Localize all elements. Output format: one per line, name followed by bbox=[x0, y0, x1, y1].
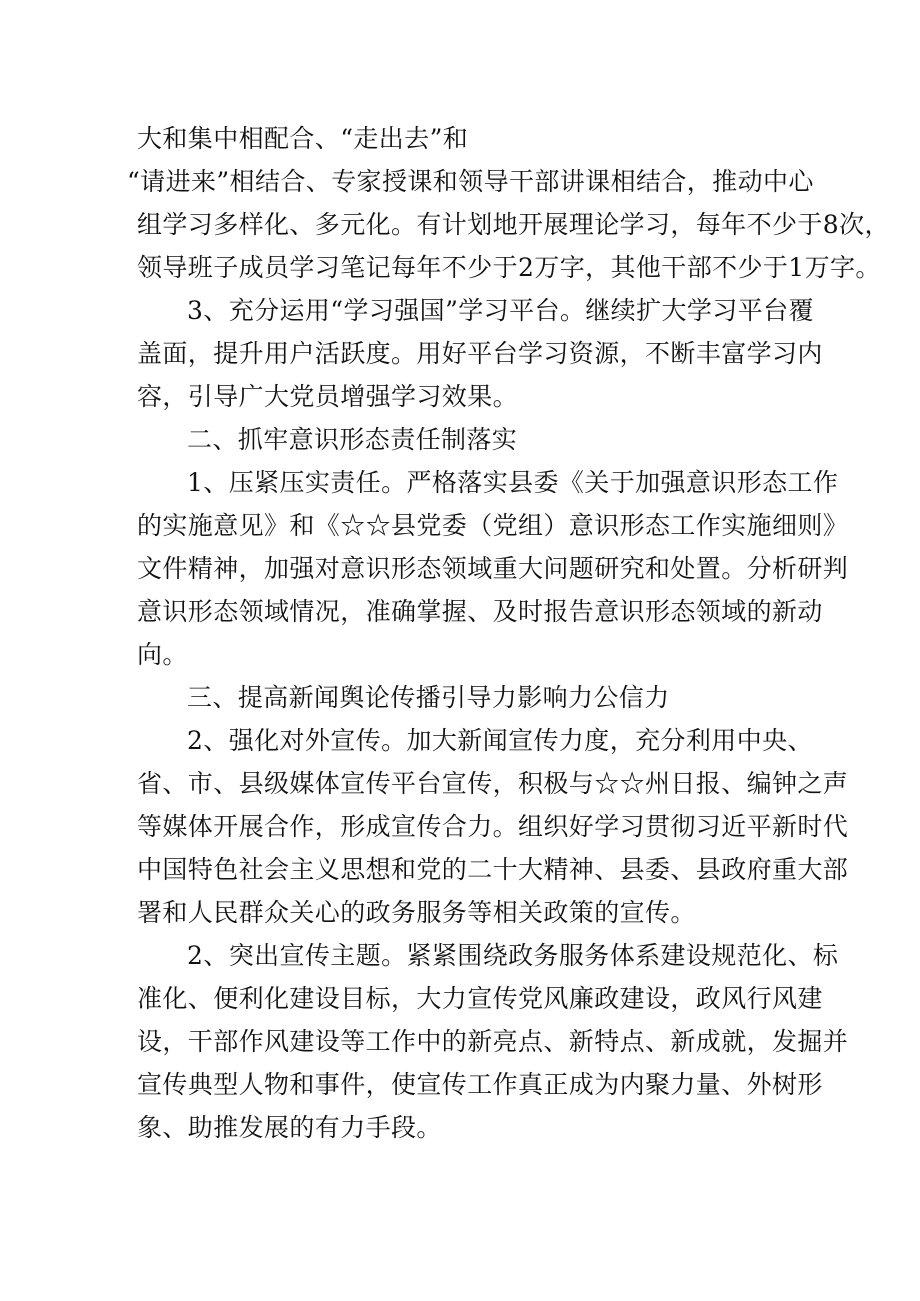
text-line-2: “请进来”相结合、专家授课和领导干部讲课相结合，推动中心 bbox=[127, 167, 814, 196]
text-line-22: 设，干部作风建设等工作中的新亮点、新特点、新成就，发掘并 bbox=[137, 1027, 849, 1056]
text-line-4: 领导班子成员学习笔记每年不少于2万字，其他干部不少于1万字。 bbox=[137, 253, 881, 282]
text-line-20: 2、突出宣传主题。紧紧围绕政务服务体系建设规范化、标 bbox=[187, 941, 839, 970]
text-line-16: 省、市、县级媒体宣传平台宣传，积极与☆☆州日报、编钟之声 bbox=[137, 769, 849, 798]
text-line-15: 2、强化对外宣传。加大新闻宣传力度，充分利用中央、 bbox=[187, 726, 813, 755]
text-line-18: 中国特色社会主义思想和党的二十大精神、县委、县政府重大部 bbox=[137, 855, 849, 884]
text-line-3: 组学习多样化、多元化。有计划地开展理论学习，每年不少于8次， bbox=[137, 210, 890, 239]
text-line-5: 3、充分运用“学习强国”学习平台。继续扩大学习平台覆 bbox=[187, 296, 814, 325]
text-line-12: 意识形态领域情况，准确掌握、及时报告意识形态领域的新动 bbox=[137, 597, 823, 626]
text-line-10: 的实施意见》和《☆☆县党委（党组）意识形态工作实施细则》 bbox=[137, 511, 849, 540]
section-heading-3: 三、提高新闻舆论传播引导力影响力公信力 bbox=[187, 683, 670, 712]
text-line-24: 象、助推发展的有力手段。 bbox=[137, 1113, 442, 1142]
text-line-19: 署和人民群众关心的政务服务等相关政策的宣传。 bbox=[137, 898, 696, 927]
text-line-6: 盖面，提升用户活跃度。用好平台学习资源，不断丰富学习内 bbox=[137, 339, 823, 368]
text-line-23: 宣传典型人物和事件，使宣传工作真正成为内聚力量、外树形 bbox=[137, 1070, 823, 1099]
section-heading-2: 二、抓牢意识形态责任制落实 bbox=[187, 425, 518, 454]
text-line-7: 容，引导广大党员增强学习效果。 bbox=[137, 382, 519, 411]
text-line-21: 准化、便利化建设目标，大力宣传党风廉政建设，政风行风建 bbox=[137, 984, 823, 1013]
text-line-1: 大和集中相配合、“走出去”和 bbox=[137, 124, 469, 153]
text-line-17: 等媒体开展合作，形成宣传合力。组织好学习贯彻习近平新时代 bbox=[137, 812, 849, 841]
text-line-11: 文件精神，加强对意识形态领域重大问题研究和处置。分析研判 bbox=[137, 554, 849, 583]
text-line-9: 1、压紧压实责任。严格落实县委《关于加强意识形态工作 bbox=[187, 468, 839, 497]
text-line-13: 向。 bbox=[137, 640, 188, 669]
